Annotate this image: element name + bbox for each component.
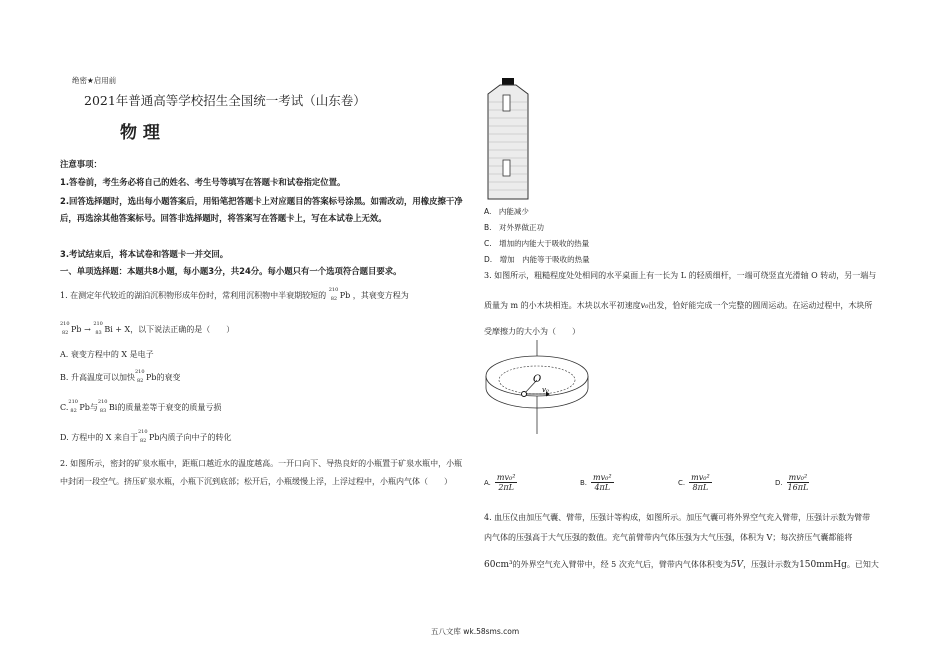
q4-line-3-tail: 。已知大 xyxy=(846,560,879,569)
q1-equation-tail: ，以下说法正确的是（ ） xyxy=(130,325,235,334)
q1-d-pre: D. 方程中的 X 来自于 xyxy=(60,433,138,442)
numerator: mv₀² xyxy=(593,473,612,482)
q1-option-a: A. 衰变方程中的 X 是电子 xyxy=(60,350,154,359)
numerator: mv₀² xyxy=(788,473,808,482)
q1-stem-tail: ，其衰变方程为 xyxy=(352,291,409,300)
final-volume: 5V xyxy=(730,560,744,570)
q1-option-d xyxy=(60,430,232,443)
mass-number: 210 xyxy=(68,399,78,405)
wood-block xyxy=(522,392,527,397)
q1-stem-text: 1. 在测定年代较近的湖泊沉积物形成年份时，常利用沉积物中半衰期较短的 xyxy=(60,291,327,300)
q3-line-3: 受摩擦力的大小为（ ） xyxy=(484,327,580,336)
q1-c-pre: C. xyxy=(60,403,69,412)
atomic-number: 82 xyxy=(330,296,338,302)
q4-line-2: 内气体的压强高于大气压强的数值。充气前臂带内气体压强为大气压强，体积为 V；每次挤压气囊都能将 xyxy=(484,533,853,542)
q3-line-2-pre: 质量为 m 的小木块相连。木块以水平初速度 xyxy=(484,301,641,310)
option-letter: C. xyxy=(678,478,686,487)
pb-symbol: Pb xyxy=(145,373,157,382)
subject-title: 物 理 xyxy=(120,123,160,143)
section-single-choice: 一、单项选择题：本题共8小题，每小题3分，共24分。每小题只有一个选项符合题目要求。 xyxy=(60,266,402,276)
q1-b-pre: B. 升高温度可以加快 xyxy=(60,373,135,382)
pb-isotope xyxy=(60,322,71,334)
pb-isotope xyxy=(329,288,340,300)
notice-3: 3.考试结束后，将本试卷和答题卡一并交回。 xyxy=(60,249,229,259)
notice-1: 1.答卷前，考生务必将自己的姓名、考生号等填写在答题卡和试卷指定位置。 xyxy=(60,177,346,187)
pb-isotope xyxy=(135,370,146,382)
circular-motion-figure xyxy=(484,340,594,436)
axis-label-o: O xyxy=(533,374,542,385)
q1-c-post: 的质量差等于衰变的质量亏损 xyxy=(117,403,222,412)
exam-title: 2021年普通高等学校招生全国统一考试（山东卷） xyxy=(84,93,366,108)
bi-isotope xyxy=(93,322,104,334)
arrow: → xyxy=(84,325,91,334)
mass-number: 210 xyxy=(328,287,339,293)
atomic-number: 82 xyxy=(136,378,144,384)
atomic-number: 82 xyxy=(70,408,77,414)
q1-b-post: 的衰变 xyxy=(156,373,181,382)
fraction xyxy=(495,473,518,492)
air-volume: 60cm³ xyxy=(484,560,513,570)
mass-number: 210 xyxy=(60,321,70,327)
q3-option-a xyxy=(484,472,517,492)
fraction xyxy=(689,473,712,492)
mass-number: 210 xyxy=(97,399,108,405)
fraction xyxy=(591,473,614,492)
plus-x: + X xyxy=(115,325,131,334)
fraction xyxy=(787,473,810,492)
q3-option-d xyxy=(775,472,809,492)
atomic-number: 83 xyxy=(99,408,107,414)
q4-line-1: 4. 血压仪由加压气囊、臂带，压强计等构成，如图所示。加压气囊可将外界空气充入臂带，压强计示数为臂带 xyxy=(484,513,871,522)
q2-option-b: B. 对外界做正功 xyxy=(484,223,545,232)
mass-number: 210 xyxy=(134,369,145,375)
q3-line-2 xyxy=(484,300,872,311)
numerator: mv₀² xyxy=(496,473,516,482)
bi-symbol: Bi xyxy=(104,325,113,334)
q1-c-mid: 与 xyxy=(89,403,98,412)
pb-isotope xyxy=(68,400,79,412)
option-letter: A. xyxy=(484,478,491,487)
q3-option-b xyxy=(580,472,614,492)
bi-symbol: Bi xyxy=(108,403,118,412)
q1-d-post: 内质子向中子的转化 xyxy=(159,433,232,442)
q4-line-3-mid: 的外界空气充入臂带中，经 5 次充气后，臂带内气体体积变为 xyxy=(512,560,731,569)
notice-2: 2.回答选择题时，选出每小题答案后，用铅笔把答题卡上对应题目的答案标号涂黑。如需改动，用橡皮擦干净后，再选涂其他答案标号。回答非选择题时，将答案写在答题卡上，写在本试卷上无效。 xyxy=(60,196,463,223)
denominator: 16πL xyxy=(787,483,809,492)
pb-isotope xyxy=(138,430,149,442)
denominator: 8πL xyxy=(692,483,709,492)
denominator: 2πL xyxy=(498,483,514,492)
option-letter: B. xyxy=(580,478,588,487)
pb-symbol: Pb xyxy=(79,403,90,412)
notice-heading: 注意事项： xyxy=(60,159,102,169)
q2-option-d: D. 增加 内能等于吸收的热量 xyxy=(484,255,590,264)
secret-label: 绝密★启用前 xyxy=(72,76,117,85)
atomic-number: 82 xyxy=(140,438,147,444)
q3-line-2-post: 出发，恰好能完成一个完整的圆周运动。在运动过程中，木块所 xyxy=(648,301,873,310)
mass-number: 210 xyxy=(93,321,103,327)
denominator: 4πL xyxy=(594,483,611,492)
pb-symbol: Pb xyxy=(71,325,82,334)
q2-stem: 2. 如图所示，密封的矿泉水瓶中，距瓶口越近水的温度越高。一开口向下、导热良好的小瓶置于矿泉水瓶中，小瓶中封闭一段空气。挤压矿泉水瓶，小瓶下沉到底部；松开后，小瓶缓慢上浮，上浮过程中，小瓶内气体（ ） xyxy=(60,459,463,486)
mass-number: 210 xyxy=(138,429,148,435)
atomic-number: 82 xyxy=(62,330,69,336)
q1-option-b xyxy=(60,370,180,383)
v0-symbol: v₀ xyxy=(640,301,649,310)
numerator: mv₀² xyxy=(691,473,710,482)
q4-line-3-mid2: ，压强计示数为 xyxy=(743,560,800,569)
bottle-cap xyxy=(502,78,514,85)
q1-option-c xyxy=(60,400,221,413)
option-letter: D. xyxy=(775,478,783,487)
q3-option-c xyxy=(678,472,712,492)
q1-equation xyxy=(60,322,234,335)
velocity-label: v₀ xyxy=(542,386,549,394)
pb-symbol: Pb xyxy=(339,291,351,300)
q2-option-c: C. 增加的内能大于吸收的热量 xyxy=(484,239,590,248)
small-bottle-top xyxy=(503,95,510,111)
atomic-number: 83 xyxy=(95,330,102,336)
q4-line-3 xyxy=(484,559,879,570)
bi-isotope xyxy=(98,400,109,412)
q2-option-a: A. 内能减少 xyxy=(484,207,529,216)
q3-line-1: 3. 如图所示，粗糙程度处处相同的水平桌面上有一长为 L 的轻质细杆，一端可绕竖直光滑轴 O 转动，另一端与 xyxy=(484,271,877,280)
pressure-value: 150mmHg xyxy=(799,560,847,570)
bottle-figure xyxy=(480,76,540,201)
q1-stem xyxy=(60,288,409,301)
small-bottle-bottom xyxy=(503,160,510,176)
footer-watermark: 五八文库 wk.58sms.com xyxy=(430,627,520,636)
pb-symbol: Pb xyxy=(149,433,160,442)
